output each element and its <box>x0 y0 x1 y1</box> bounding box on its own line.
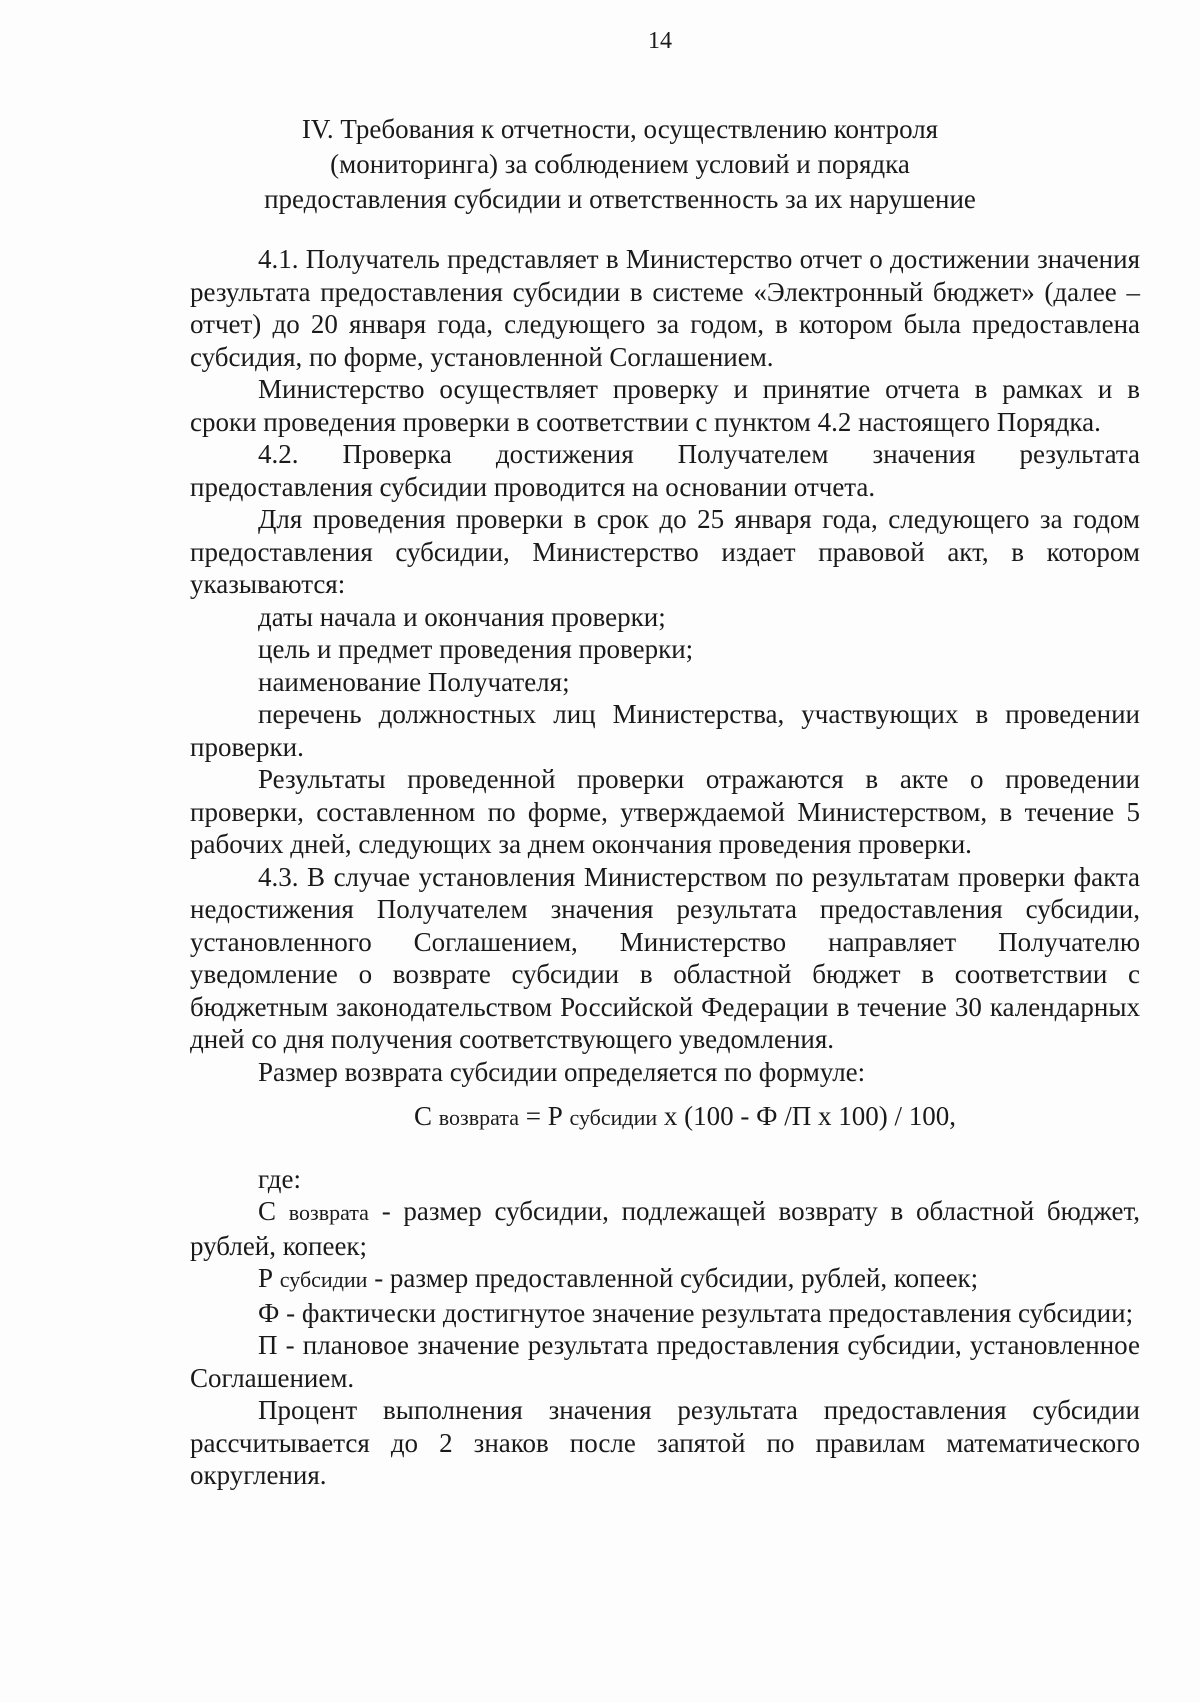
list-item-dates: даты начала и окончания проверки; <box>258 601 666 632</box>
definition-p: П - плановое значение результата предоставления субсидии, установленное Соглашением. <box>190 1330 1140 1393</box>
definition-r <box>190 1262 1140 1297</box>
definition-r-text: - размер предоставленной субсидии, рублей, копеек; <box>374 1263 979 1293</box>
formula-r-sub: субсидии <box>569 1105 658 1130</box>
definition-c-sub: возврата <box>288 1200 369 1225</box>
heading-line-1: IV. Требования к отчетности, осуществлению контроля <box>301 114 939 144</box>
paragraph-4-3: 4.3. В случае установления Министерством по результатам проверки факта недостижения Получателем значения результата предоставления субсидии, установленного Соглашением, Министерство направляет Получателю уведомление о возврате субсидии в областной бюджет в соответствии с бюджетным законодательством Российской Федерации в течение 30 календарных дней со дня получения соответствующего уведомления. <box>190 861 1140 1054</box>
definition-c-letter: С <box>258 1196 277 1226</box>
page-number: 14 <box>648 28 672 54</box>
definitions-where: где: <box>258 1163 301 1194</box>
list-item-purpose: цель и предмет проведения проверки; <box>258 634 694 664</box>
paragraph-ministry-check: Министерство осуществляет проверку и принятие отчета в рамках и в сроки проведения проверки в соответствии с пунктом 4.2 настоящего Порядка. <box>190 374 1140 437</box>
paragraph-check-timing: Для проведения проверки в срок до 25 января года, следующего за годом предоставления субсидии, Министерство издает правовой акт, в котором указываются: <box>190 504 1140 599</box>
list-item-officials: перечень должностных лиц Министерства, участвующих в проведении проверки. <box>190 699 1140 762</box>
paragraph-check-results: Результаты проведенной проверки отражаются в акте о проведении проверки, составленном по форме, утверждаемой Министерством, в течение 5 рабочих дней, следующих за днем окончания проведения проверки. <box>190 764 1140 859</box>
definition-r-sub: субсидии <box>279 1267 368 1292</box>
heading-line-3: предоставления субсидии и ответственность за их нарушение <box>264 184 976 214</box>
formula-c-letter: С <box>414 1101 433 1131</box>
formula-c-sub: возврата <box>438 1105 519 1130</box>
formula-rest: х (100 - Ф /П х 100) / 100, <box>663 1101 956 1131</box>
heading-line-2: (мониторинга) за соблюдением условий и порядка <box>330 149 910 179</box>
definition-c <box>190 1195 1140 1262</box>
list-item-recipient: наименование Получателя; <box>258 666 570 697</box>
refund-formula <box>190 1100 1140 1135</box>
document-body <box>190 243 1140 1492</box>
formula-r-letter: Р <box>547 1101 563 1131</box>
paragraph-formula-intro: Размер возврата субсидии определяется по формуле: <box>258 1056 866 1087</box>
formula-eq: = <box>525 1101 541 1131</box>
paragraph-rounding: Процент выполнения значения результата предоставления субсидии рассчитывается до 2 знаков после запятой по правилам математического округления. <box>190 1395 1140 1490</box>
definition-f: Ф - фактически достигнутое значение результата предоставления субсидии; <box>258 1297 1134 1328</box>
paragraph-4-1: 4.1. Получатель представляет в Министерство отчет о достижении значения результата предоставления субсидии в системе «Электронный бюджет» (далее – отчет) до 20 января года, следующего за годом, в котором была предоставлена субсидия, по форме, установленной Соглашением. <box>190 244 1140 372</box>
paragraph-4-2: 4.2. Проверка достижения Получателем значения результата предоставления субсидии проводится на основании отчета. <box>190 439 1140 502</box>
definition-r-letter: Р <box>258 1263 274 1293</box>
section-heading <box>220 112 1020 217</box>
definition-c-text: - размер субсидии, подлежащей возврату в областной бюджет, рублей, копеек; <box>190 1196 1141 1261</box>
